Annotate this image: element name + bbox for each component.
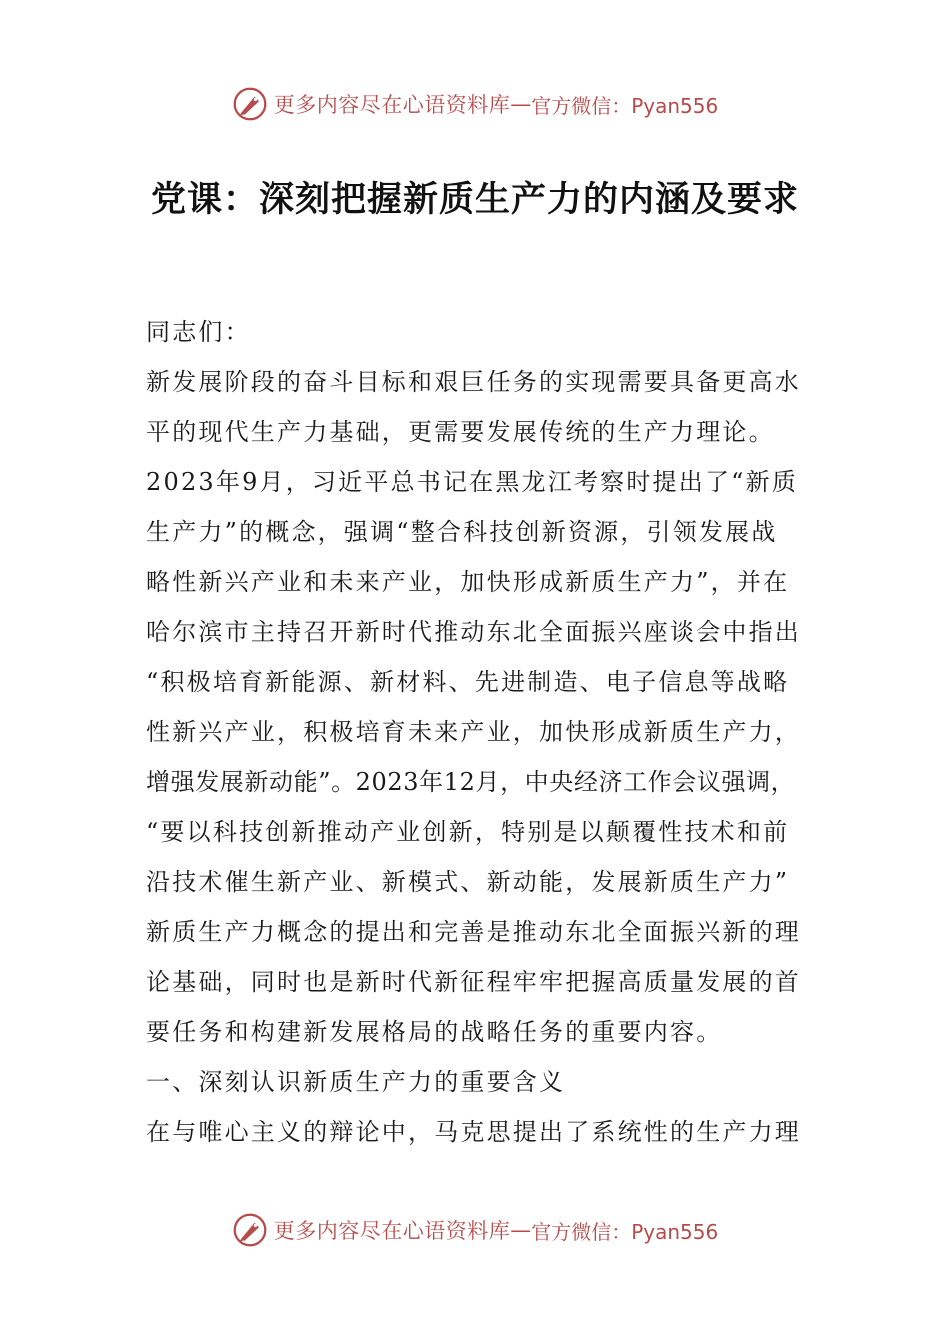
body-line: 性新兴产业，积极培育未来产业，加快形成新质生产力， bbox=[146, 718, 801, 746]
watermark-wechat: 官方微信：Pyan556 bbox=[531, 1219, 719, 1244]
body-line: 论基础，同时也是新时代新征程牢牢把握高质量发展的首 bbox=[146, 968, 801, 996]
salutation-line: 同志们： bbox=[146, 318, 251, 346]
body-line: “要以科技创新推动产业创新，特别是以颠覆性技术和前 bbox=[146, 818, 790, 846]
header-watermark-banner bbox=[0, 84, 950, 124]
watermark-text: 更多内容尽在心语资料库 bbox=[273, 93, 511, 117]
watermark-wechat: 官方微信：Pyan556 bbox=[531, 93, 719, 118]
document-body bbox=[146, 307, 826, 1157]
pen-nib-logo-icon bbox=[232, 1212, 268, 1248]
body-line: 要任务和构建新发展格局的战略任务的重要内容。 bbox=[146, 1018, 723, 1046]
body-line: 增强发展新动能”。2023年12月，中央经济工作会议强调， bbox=[146, 768, 796, 796]
watermark-separator: — bbox=[510, 92, 532, 116]
document-title: 党课：深刻把握新质生产力的内涵及要求 bbox=[150, 180, 799, 220]
watermark-separator: — bbox=[510, 1218, 532, 1242]
body-line: 略性新兴产业和未来产业，加快形成新质生产力”，并在 bbox=[146, 568, 790, 596]
body-line: 新质生产力概念的提出和完善是推动东北全面振兴新的理 bbox=[146, 918, 801, 946]
body-line: 沿技术催生新产业、新模式、新动能，发展新质生产力” bbox=[146, 868, 790, 896]
section-heading: 一、深刻认识新质生产力的重要含义 bbox=[146, 1068, 566, 1096]
body-line: 新发展阶段的奋斗目标和艰巨任务的实现需要具备更高水 bbox=[146, 368, 801, 396]
body-line: 2023年9月，习近平总书记在黑龙江考察时提出了“新质 bbox=[146, 468, 799, 496]
pen-nib-logo-icon bbox=[232, 86, 268, 122]
body-line: 哈尔滨市主持召开新时代推动东北全面振兴座谈会中指出 bbox=[146, 618, 801, 646]
body-line: “积极培育新能源、新材料、先进制造、电子信息等战略 bbox=[146, 668, 790, 696]
body-line: 生产力”的概念，强调“整合科技创新资源，引领发展战 bbox=[146, 518, 778, 546]
watermark-text: 更多内容尽在心语资料库 bbox=[273, 1219, 511, 1243]
body-line: 在与唯心主义的辩论中，马克思提出了系统性的生产力理 bbox=[146, 1118, 801, 1146]
footer-watermark-banner bbox=[0, 1210, 950, 1250]
body-line: 平的现代生产力基础，更需要发展传统的生产力理论。 bbox=[146, 418, 775, 446]
